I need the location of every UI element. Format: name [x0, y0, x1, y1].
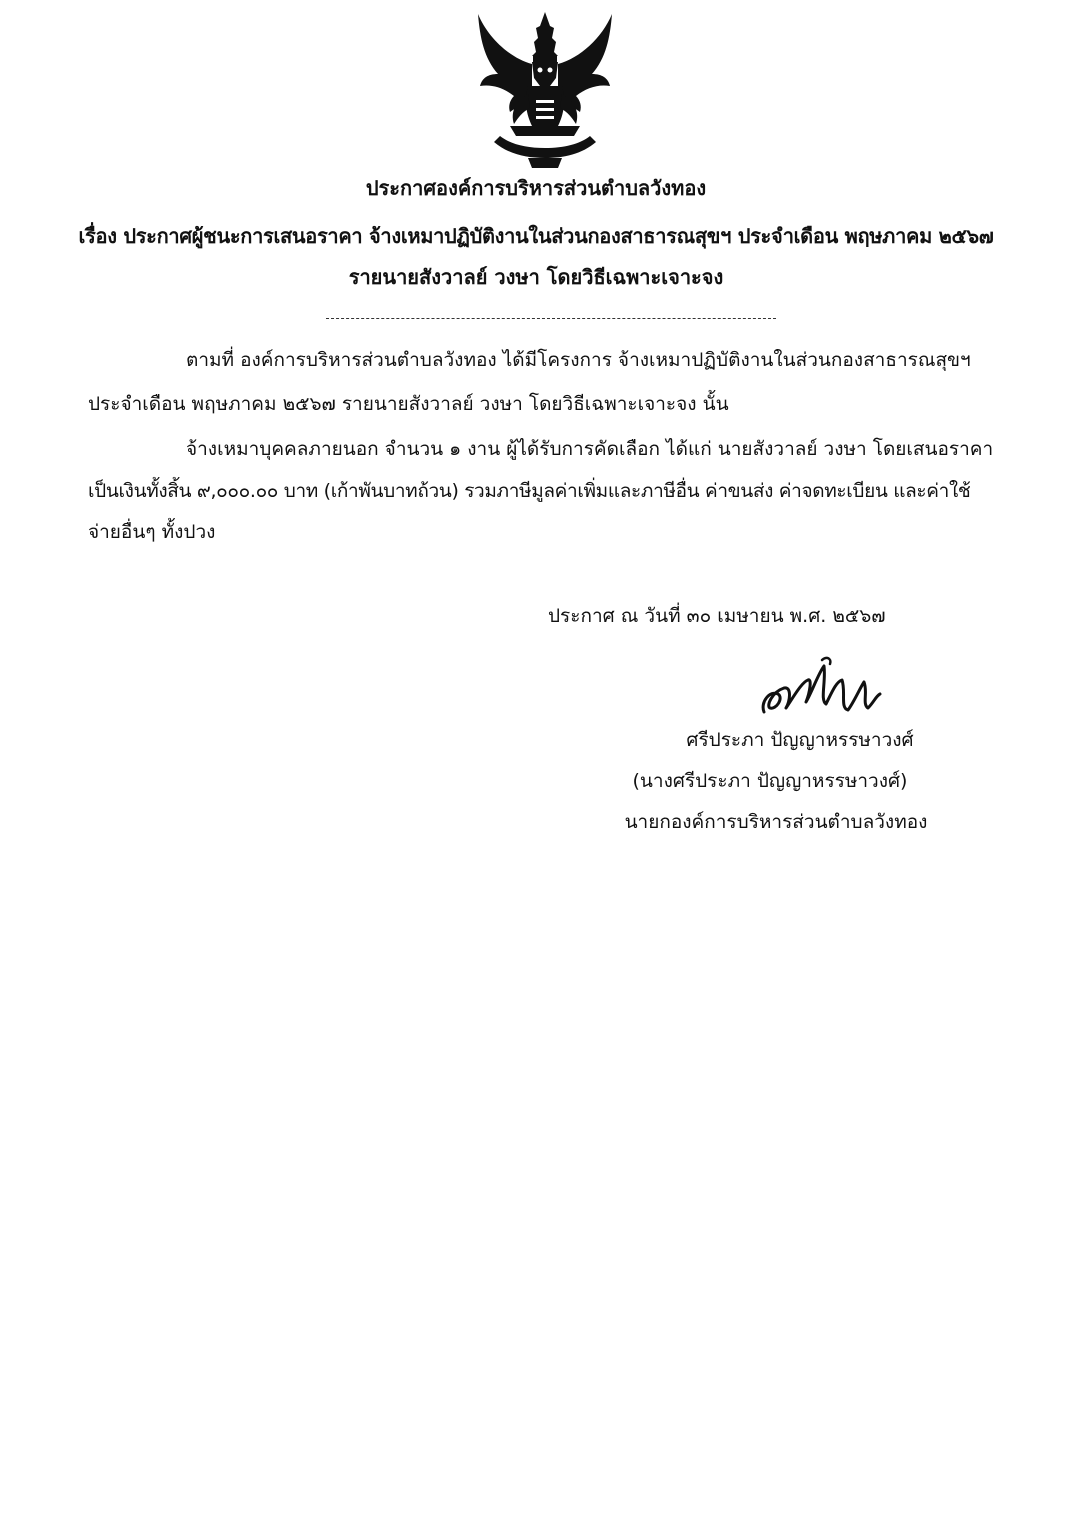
announcement-date: ประกาศ ณ วันที่ ๓๐ เมษายน พ.ศ. ๒๕๖๗: [548, 605, 886, 627]
document-subject: เรื่อง ประกาศผู้ชนะการเสนอราคา จ้างเหมาปฏิบัติงานในส่วนกองสาธารณสุขฯ ประจำเดือน พฤษภาคม ๒๕๖๗: [78, 224, 994, 248]
document-title: ประกาศองค์การบริหารส่วนตำบลวังทอง: [365, 176, 707, 200]
paragraph-2-line-2: เป็นเงินทั้งสิ้น ๙,๐๐๐.๐๐ บาท (เก้าพันบาทถ้วน) รวมภาษีมูลค่าเพิ่มและภาษีอื่น ค่าขนส่ง ค่าจดทะเบียน และค่าใช้: [88, 480, 971, 502]
signatory-position: นายกองค์การบริหารส่วนตำบลวังทอง: [624, 811, 928, 833]
signatory-full-name: (นางศรีประภา ปัญญาหรรษาวงศ์): [632, 770, 908, 792]
handwritten-signature: [756, 652, 886, 724]
paragraph-1-line-2: ประจำเดือน พฤษภาคม ๒๕๖๗ รายนายสังวาลย์ วงษา โดยวิธีเฉพาะเจาะจง นั้น: [88, 393, 729, 415]
paragraph-2-line-3: จ่ายอื่นๆ ทั้งปวง: [88, 521, 216, 543]
document-subject-line2: รายนายสังวาลย์ วงษา โดยวิธีเฉพาะเจาะจง: [348, 265, 724, 289]
paragraph-1-line-1: ตามที่ องค์การบริหารส่วนตำบลวังทอง ได้มีโครงการ จ้างเหมาปฏิบัติงานในส่วนกองสาธารณสุขฯ: [186, 349, 971, 371]
garuda-emblem-icon: [470, 8, 620, 173]
paragraph-2-line-1: จ้างเหมาบุคคลภายนอก จำนวน ๑ งาน ผู้ได้รับการคัดเลือก ได้แก่ นายสังวาลย์ วงษา โดยเสนอราคา: [186, 438, 994, 460]
signatory-name: ศรีประภา ปัญญาหรรษาวงศ์: [686, 729, 914, 751]
header-divider: [326, 318, 776, 319]
